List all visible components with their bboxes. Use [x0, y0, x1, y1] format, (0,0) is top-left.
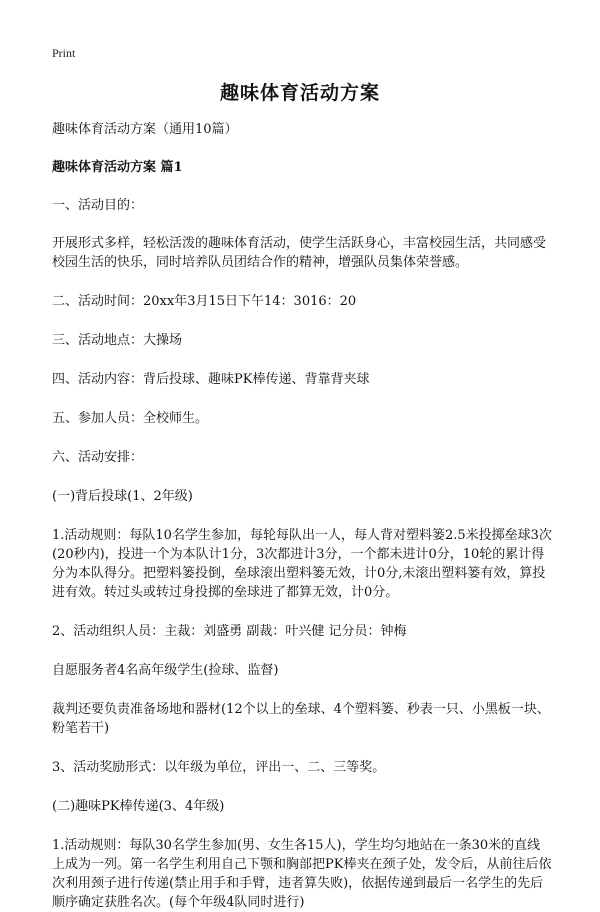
document-subtitle: 趣味体育活动方案（通用10篇） [52, 122, 238, 137]
paragraph-arrangement: 六、活动安排： [52, 450, 144, 465]
paragraph-activity-1-equipment: 裁判还要负责准备场地和器材(12个以上的垒球、4个塑料篓、秒表一只、小黑板一块、粉笔若干) [52, 702, 550, 736]
paragraph-activity-1-staff: 2、活动组织人员：主裁：刘盛勇 副裁：叶兴健 记分员：钟梅 [52, 624, 407, 639]
document-title: 趣味体育活动方案 [219, 82, 380, 104]
paragraph-activity-1-volunteers: 自愿服务者4名高年级学生(捡球、监督) [52, 663, 279, 678]
paragraph-purpose-heading: 一、活动目的： [52, 198, 144, 213]
paragraph-location: 三、活动地点：大操场 [52, 333, 183, 348]
paragraph-activity-2-heading: (二)趣味PK棒传递(3、4年级) [52, 799, 225, 814]
paragraph-purpose-body: 开展形式多样，轻松活泼的趣味体育活动，使学生活跃身心，丰富校园生活，共同感受校园生活的快乐，同时培养队员团结合作的精神，增强队员集体荣誉感。 [52, 236, 547, 270]
paragraph-content: 四、活动内容：背后投球、趣味PK棒传递、背靠背夹球 [52, 372, 370, 387]
paragraph-participants: 五、参加人员：全校师生。 [52, 411, 209, 426]
section-heading: 趣味体育活动方案 篇1 [52, 160, 183, 175]
paragraph-activity-1-rules: 1.活动规则：每队10名学生参加，每轮每队出一人，每人背对塑料篓2.5米投掷垒球3次(20秒内)，投进一个为本队计1分，3次都进计3分，一个都未进计0分，10轮的累计得分为本队得分。把塑料篓投倒，垒球滚出塑料篓无效，计0分,未滚出塑料篓有效，算投进有效。转过头或转过身投掷的垒球进了都算无效，计0分。 [52, 528, 552, 600]
print-link[interactable]: Print [52, 46, 76, 60]
paragraph-activity-1-heading: (一)背后投球(1、2年级) [52, 489, 193, 504]
document-body [52, 120, 552, 912]
paragraph-activity-1-awards: 3、活动奖励形式：以年级为单位，评出一、二、三等奖。 [52, 760, 386, 775]
paragraph-time: 二、活动时间：20xx年3月15日下午14：3016：20 [52, 294, 357, 309]
paragraph-activity-2-rules: 1.活动规则：每队30名学生参加(男、女生各15人)，学生均匀地站在一条30米的直线上成为一列。第一名学生利用自己下颚和胸部把PK棒夹在颈子处，发令后，从前往后依次利用颈子进行传递(禁止用手和手臂，违者算失败)，依据传递到最后一名学生的先后顺序确定获胜名次。(每个年级4队同时进行) [52, 838, 552, 910]
